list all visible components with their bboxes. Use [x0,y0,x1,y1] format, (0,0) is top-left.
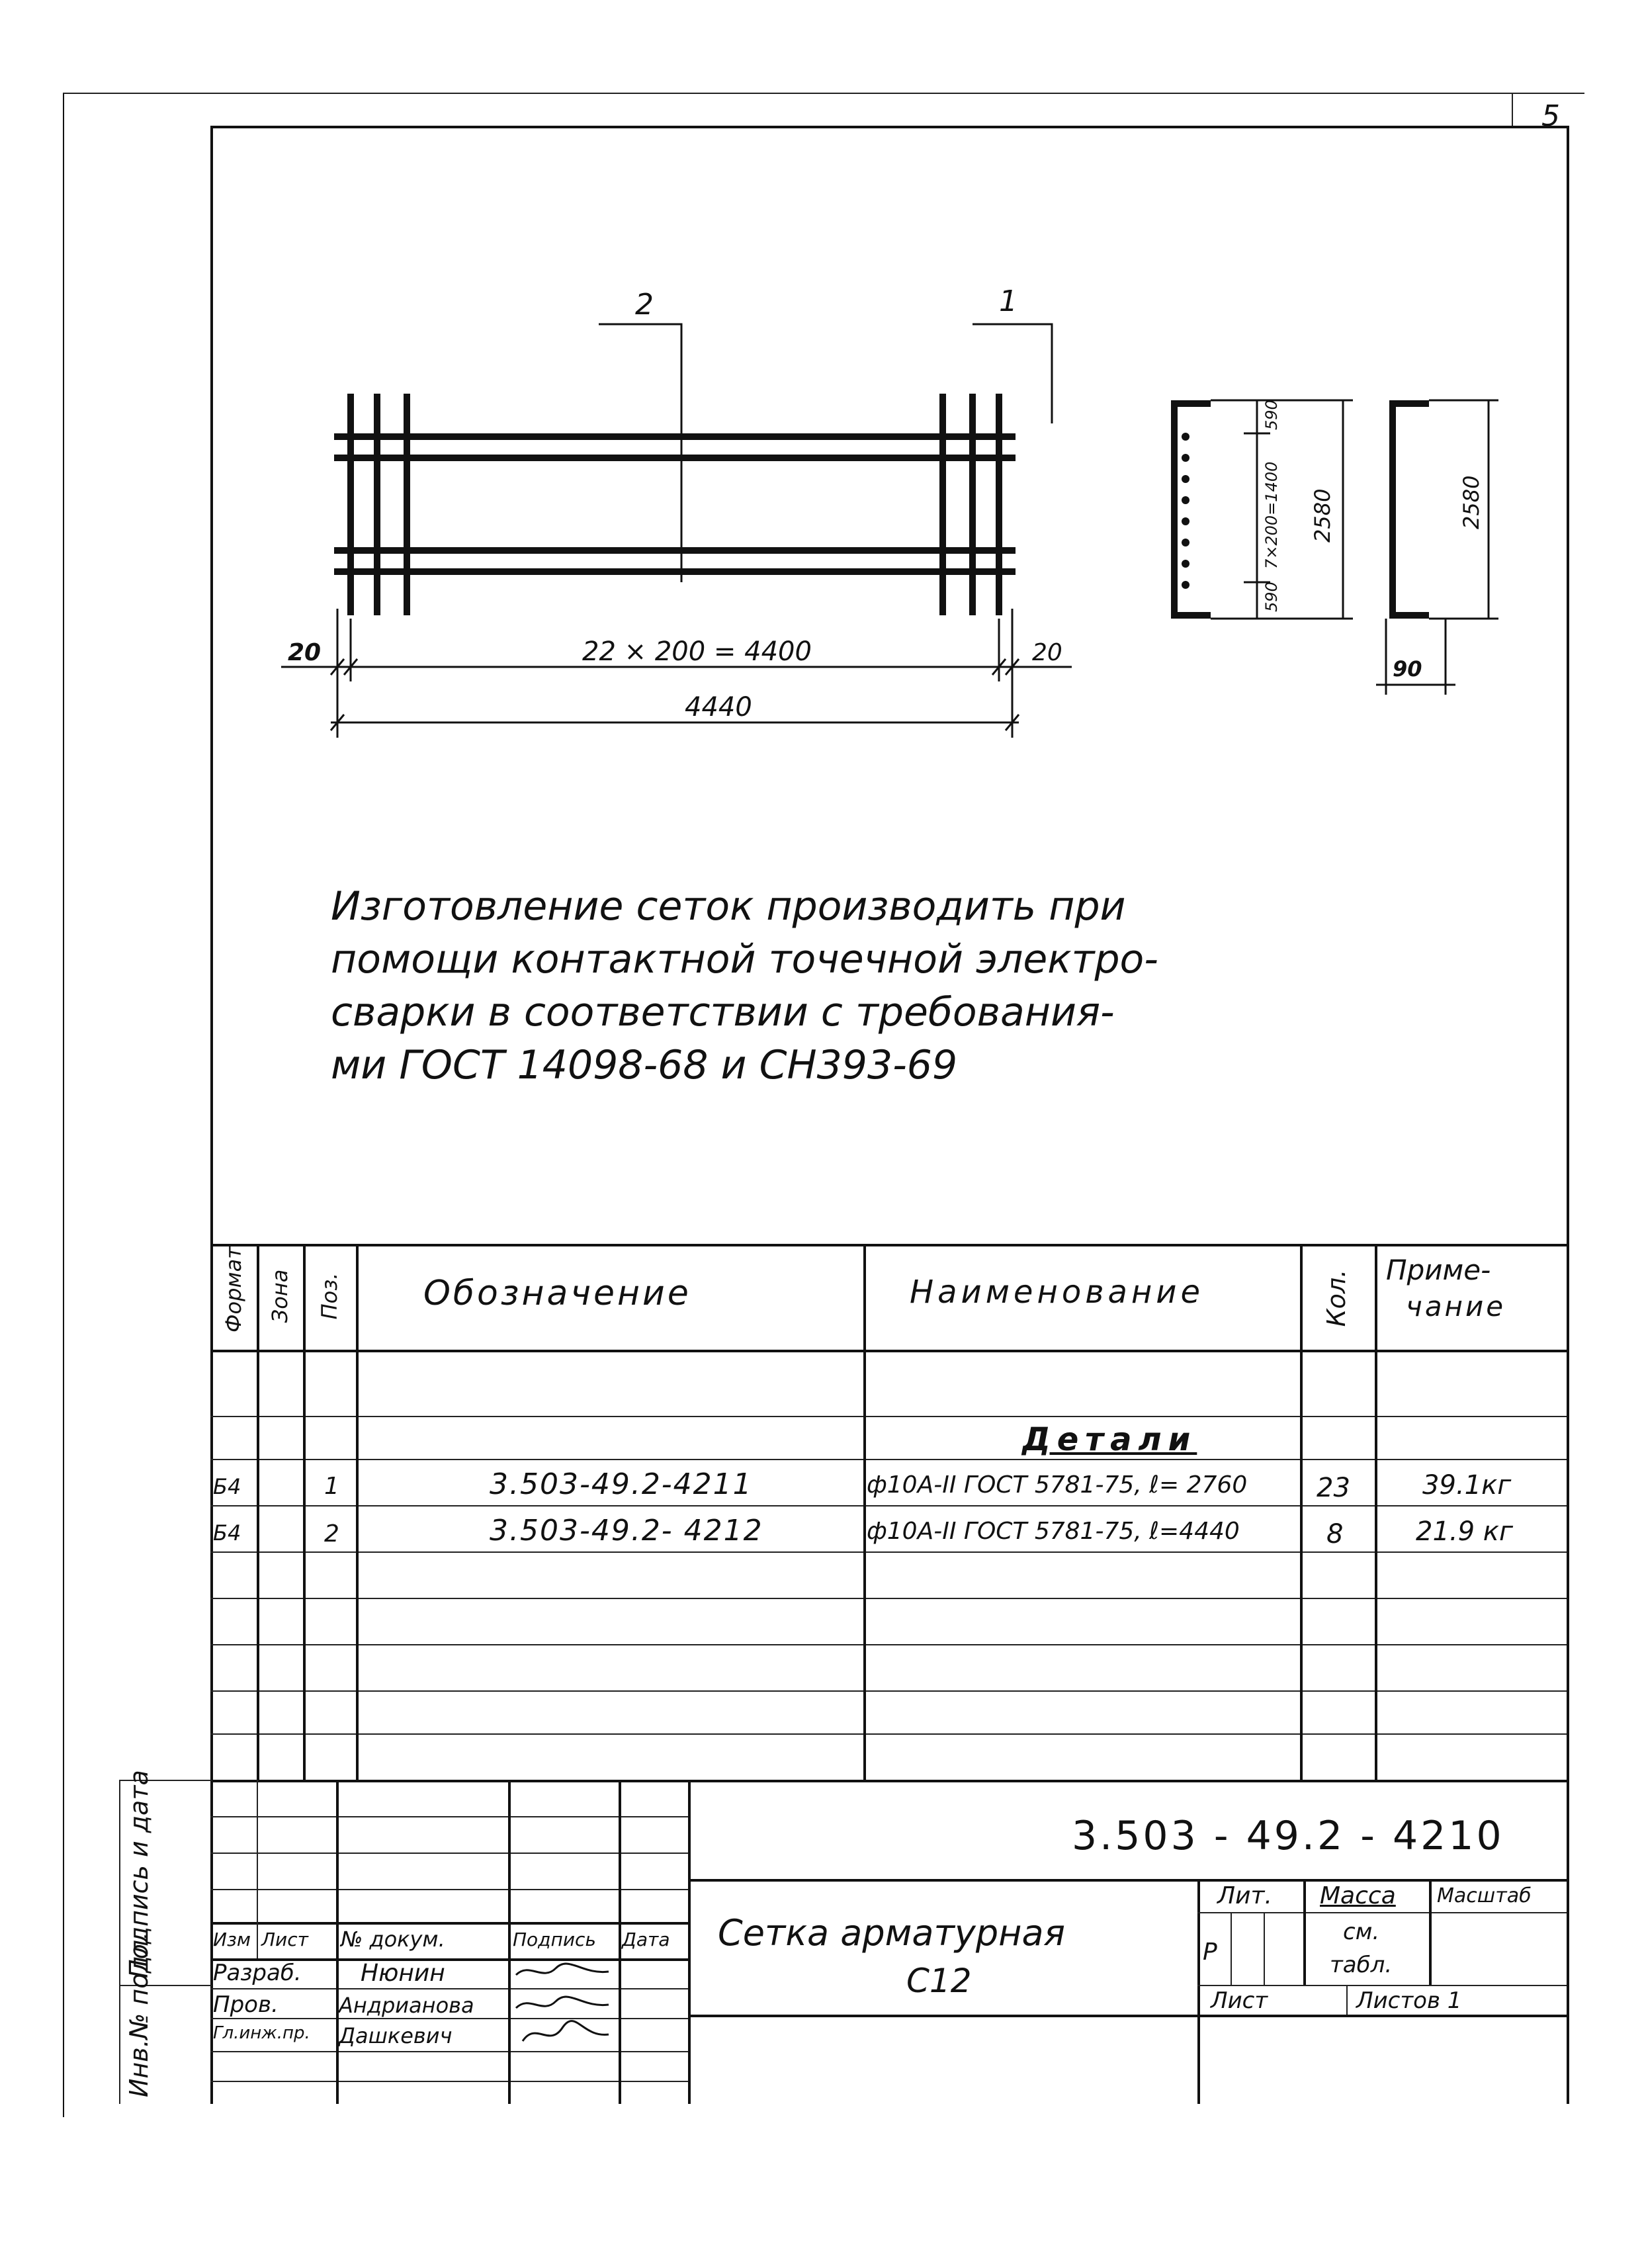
title-code: 3.503 - 49.2 - 4210 [1072,1813,1504,1859]
title-line-2: С12 [906,1962,972,2000]
dim-right: 20 [1032,639,1062,666]
margin-inv-no: Инв.№ подл. [124,1931,153,2097]
note-line-1: Изготовление сеток производить при [331,883,1126,930]
note-line-2: помощи контактной точечной электро- [331,936,1158,982]
header-name: Наименование [910,1274,1205,1311]
title-line-1: Сетка арматурная [718,1912,1066,1954]
page-number: 5 [1541,99,1560,133]
header-note-l1: Приме- [1386,1254,1491,1286]
vertical-bars [351,394,999,615]
callout-1: 1 [999,284,1017,318]
dim-total: 4440 [685,692,752,722]
header-format: Формат [221,1246,246,1332]
section1-dim-height: 2580 [1310,488,1335,543]
dim-left: 20 [288,639,322,666]
section2-dim-height: 2580 [1459,475,1484,529]
rebar-mesh-drawing [0,0,1644,794]
header-zone: Зона [267,1269,292,1323]
header-designation: Обозначение [423,1274,691,1313]
horizontal-bars [334,437,1016,572]
signature-marks [509,1958,619,2051]
header-note-l2: чание [1406,1290,1506,1323]
section2-dim-width: 90 [1393,656,1422,681]
note-line-4: ми ГОСТ 14098-68 и СН393-69 [331,1042,958,1088]
section-1-bar [1174,404,1211,615]
dim-spacing: 22 × 200 = 4400 [582,636,812,667]
section1-dim-mid: 7×200=1400 [1262,461,1281,569]
section1-dim-bottom: 590 [1262,582,1281,612]
header-qty: Кол. [1322,1269,1351,1327]
section-title-details: Детали [1022,1421,1197,1458]
callout-2: 2 [635,288,654,322]
note-line-3: сварки в соответствии с требования- [331,989,1115,1035]
margin-sign-date: Подпись и дата [124,1770,153,1978]
header-pos: Поз. [317,1272,342,1320]
section-1-dots [1182,433,1190,589]
section1-dim-top: 590 [1262,400,1281,430]
section-2-bar [1393,404,1429,615]
